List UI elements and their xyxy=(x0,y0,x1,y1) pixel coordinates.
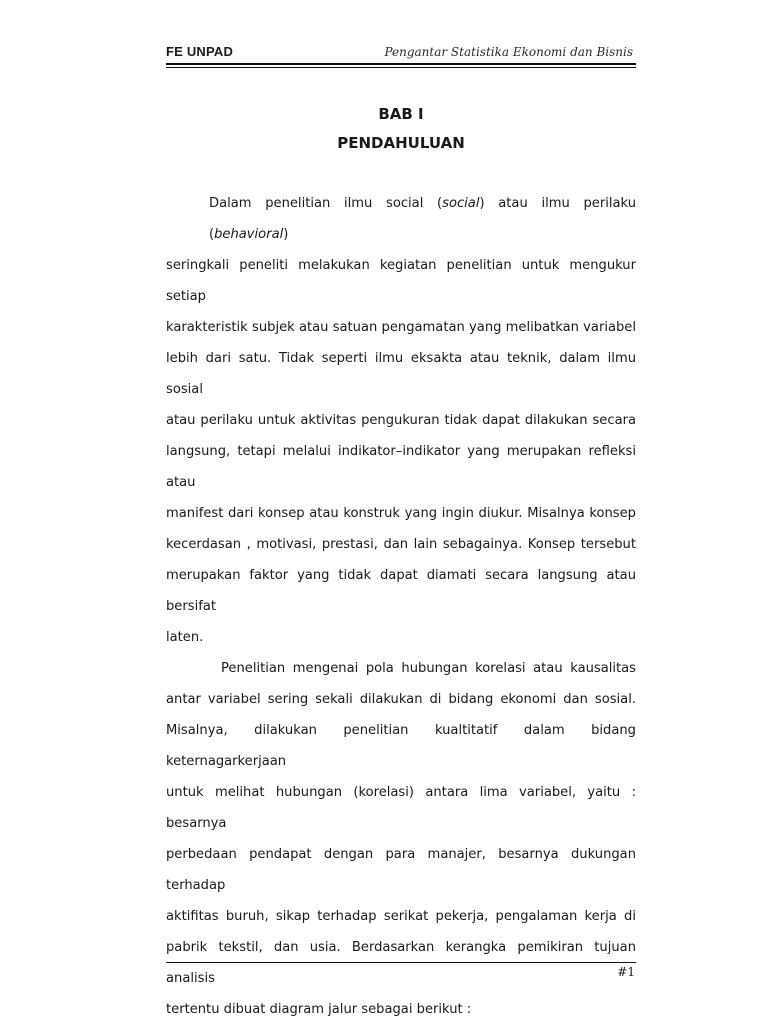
paragraph-2-line: antar variabel sering sekali dilakukan di bidang ekonomi dan sosial. xyxy=(166,692,636,707)
paragraph-1-line: lebih dari satu. Tidak seperti ilmu eksakta atau teknik, dalam ilmu sosial xyxy=(166,351,636,397)
paragraph-2-line: untuk melihat hubungan (korelasi) antara lima variabel, yaitu : besarnya xyxy=(166,785,636,831)
paragraph-1-line: langsung, tetapi melalui indikator–indikator yang merupakan refleksi atau xyxy=(166,444,636,490)
header-rule xyxy=(166,63,636,65)
paragraph-2-line: aktifitas buruh, sikap terhadap serikat pekerja, pengalaman kerja di xyxy=(166,909,636,924)
header-institution: FE UNPAD xyxy=(166,44,234,59)
paragraph-1-line: seringkali peneliti melakukan kegiatan penelitian untuk mengukur setiap xyxy=(166,258,636,304)
chapter-number: BAB I xyxy=(378,105,424,123)
paragraph-2-line: Misalnya, dilakukan penelitian kualtitatif dalam bidang keternagarkerjaan xyxy=(166,723,636,769)
italic-term: social xyxy=(442,196,480,211)
paragraph-2-line: pabrik tekstil, dan usia. Berdasarkan kerangka pemikiran tujuan analisis xyxy=(166,940,636,986)
paragraph-1-line: atau perilaku untuk aktivitas pengukuran tidak dapat dilakukan secara xyxy=(166,413,636,428)
paragraph-2-line: perbedaan pendapat dengan para manajer, besarnya dukungan terhadap xyxy=(166,847,636,893)
paragraph-1-line: kecerdasan , motivasi, prestasi, dan lain sebagainya. Konsep tersebut xyxy=(166,537,636,552)
page-number: #1 xyxy=(617,965,635,979)
paragraph-2-line: Penelitian mengenai pola hubungan korelasi atau kausalitas xyxy=(221,661,636,676)
paragraph-1-line: laten. xyxy=(166,630,204,645)
paragraph-1-line: manifest dari konsep atau konstruk yang ingin diukur. Misalnya konsep xyxy=(166,506,636,521)
paragraph-1-line: Dalam penelitian ilmu social (social) atau ilmu perilaku (behavioral) xyxy=(209,196,636,242)
paragraph-1-line: karakteristik subjek atau satuan pengamatan yang melibatkan variabel xyxy=(166,320,636,335)
body-text xyxy=(166,188,636,1025)
header-rule-thin xyxy=(166,67,636,68)
chapter-title: PENDAHULUAN xyxy=(337,134,465,152)
paragraph-2-line: tertentu dibuat diagram jalur sebagai berikut : xyxy=(166,1002,472,1017)
footer-rule xyxy=(166,962,636,963)
paragraph-1-line: merupakan faktor yang tidak dapat diamati secara langsung atau bersifat xyxy=(166,568,636,614)
italic-term: behavioral xyxy=(214,227,284,242)
header-book-title: Pengantar Statistika Ekonomi dan Bisnis xyxy=(384,45,633,59)
